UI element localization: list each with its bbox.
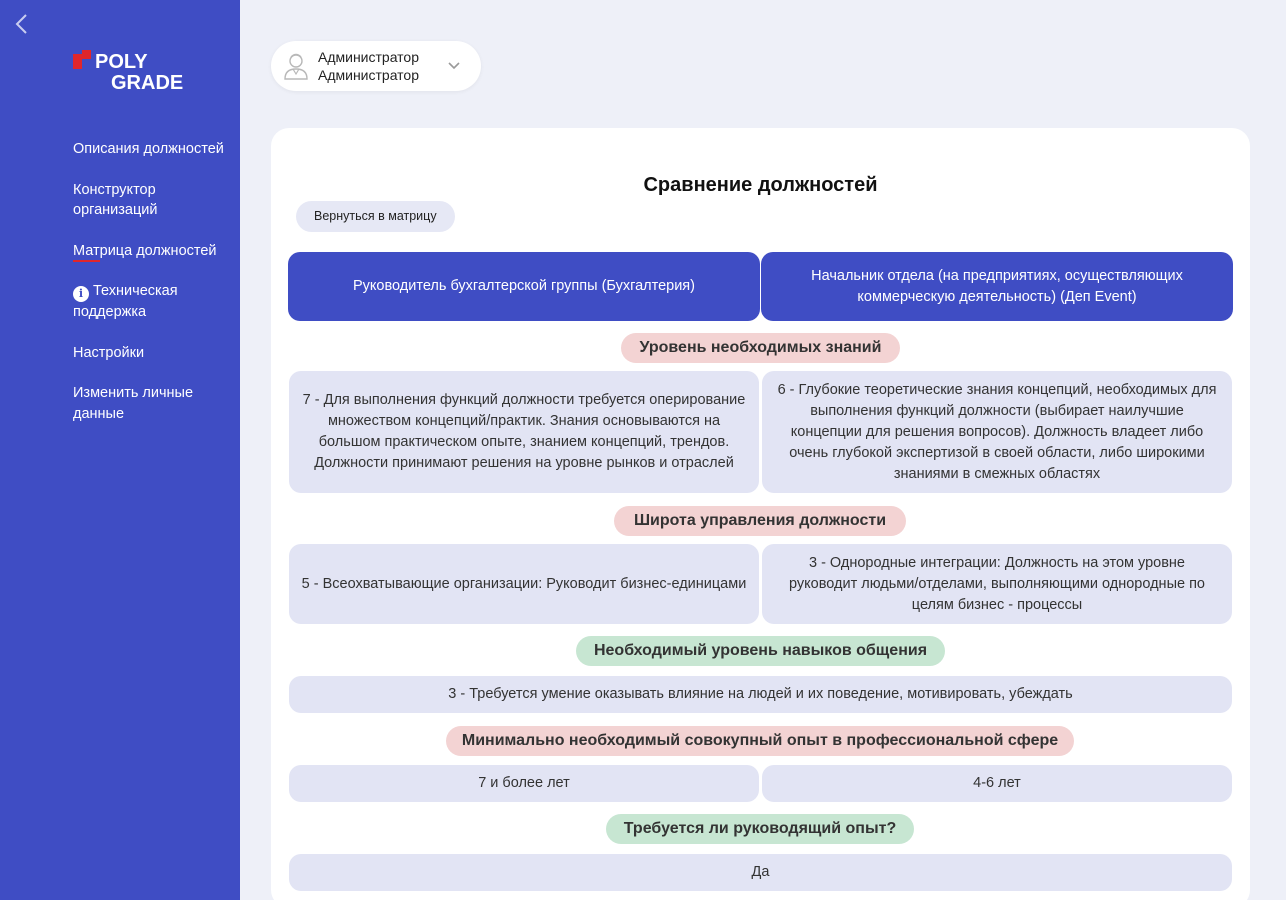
value-cell-communication: 3 - Требуется умение оказывать влияние на людей и их поведение, мотивировать, убеждать [289,676,1232,713]
user-name-line2: Администратор [318,67,420,83]
sidebar-item-label: Конструктор организаций [73,181,158,218]
info-icon: i [73,286,89,302]
value-cell-leadership: Да [289,854,1232,891]
sidebar-item-label: Техническая поддержка [73,283,178,320]
sidebar-item-job-matrix[interactable] [73,241,233,262]
user-avatar-icon [282,51,310,81]
active-indicator [73,260,100,262]
sidebar-item-org-builder[interactable] [73,180,233,221]
user-menu[interactable] [271,41,481,91]
value-cell-knowledge-1: 7 - Для выполнения функций должности требуется оперирование множеством концепций/практик. Знания основываются на большом практическом опыте, знанием концепций, трендов. Должности принимают решения на уровне рынков и отраслей [289,371,759,493]
sidebar-nav [73,139,233,444]
section-title-communication: Необходимый уровень навыков общения [576,636,945,666]
polygrade-logo [73,50,203,92]
position-header-1: Руководитель бухгалтерской группы (Бухгалтерия) [288,252,760,321]
sidebar-item-job-descriptions[interactable] [73,139,233,160]
value-cell-experience-1: 7 и более лет [289,765,759,802]
chevron-down-icon[interactable] [447,59,461,73]
user-name [318,48,419,84]
value-cell-knowledge-2: 6 - Глубокие теоретические знания концепций, необходимых для выполнения функций должности (выбирает наилучшие концепции для решения вопросов). Должность владеет либо очень глубокой экспертизой в своей области, либо широкими знаниями в смежных областях [762,371,1232,493]
sidebar-item-label: Изменить личные данные [73,385,194,422]
logo-line1: POLY [95,51,148,73]
position-header-2: Начальник отдела (на предприятиях, осуществляющих коммерческую деятельность) (Деп Event) [761,252,1233,321]
value-cell-experience-2: 4-6 лет [762,765,1232,802]
comparison-panel [271,128,1250,900]
user-name-line1: Администратор [318,49,420,65]
chevron-left-icon[interactable] [12,12,32,36]
sidebar [0,0,240,900]
value-cell-management-scope-2: 3 - Однородные интеграции: Должность на этом уровне руководит людьми/отделами, выполняющими однородные по целям бизнес - процессы [762,544,1232,624]
back-to-matrix-button[interactable]: Вернуться в матрицу [296,201,455,232]
sidebar-item-label: Описания должностей [73,141,224,157]
sidebar-item-support[interactable] [73,281,233,323]
sidebar-item-edit-profile[interactable] [73,383,233,424]
logo-line2: GRADE [111,72,184,92]
section-title-management-scope: Широта управления должности [614,506,906,536]
section-title-experience: Минимально необходимый совокупный опыт в профессиональной сфере [446,726,1074,756]
sidebar-item-settings[interactable] [73,343,233,364]
page-title: Сравнение должностей [643,174,878,196]
value-cell-management-scope-1: 5 - Всеохватывающие организации: Руководит бизнес-единицами [289,544,759,624]
section-title-leadership: Требуется ли руководящий опыт? [606,814,914,844]
section-title-knowledge: Уровень необходимых знаний [621,333,900,363]
sidebar-item-label: Матрица должностей [73,242,217,259]
sidebar-item-label: Настройки [73,344,145,361]
